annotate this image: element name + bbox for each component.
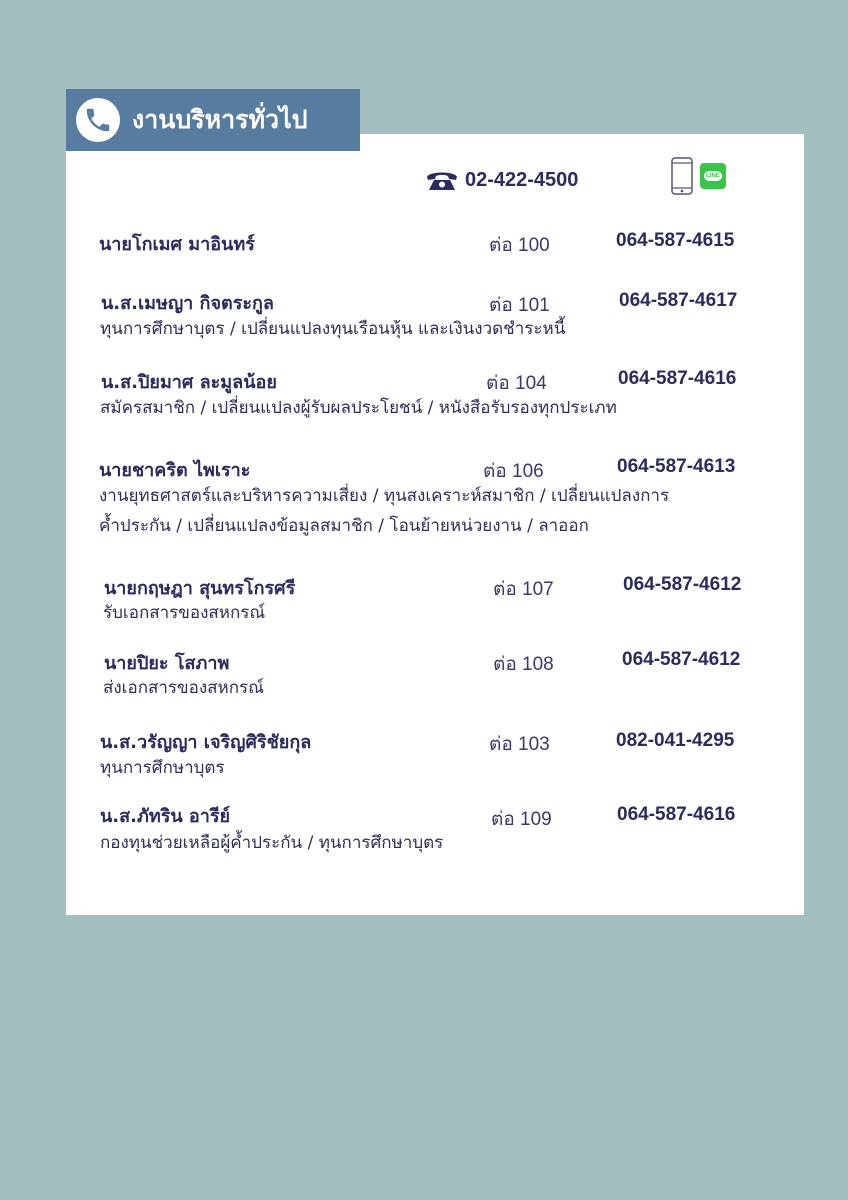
staff-name: น.ส.วรัญญา เจริญศิริชัยกุล xyxy=(100,732,312,753)
staff-extension: ต่อ 104 xyxy=(486,373,547,394)
staff-duties: ค้ำประกัน / เปลี่ยนแปลงข้อมูลสมาชิก / โอนย้ายหน่วยงาน / ลาออก xyxy=(99,516,589,536)
staff-name: น.ส.ปิยมาศ ละมูลน้อย xyxy=(101,372,277,393)
telephone-icon xyxy=(425,168,459,192)
staff-mobile[interactable]: 064-587-4617 xyxy=(619,290,738,311)
line-app-icon[interactable] xyxy=(700,163,726,189)
staff-mobile[interactable]: 064-587-4612 xyxy=(622,649,741,670)
staff-mobile[interactable]: 064-587-4616 xyxy=(618,368,737,389)
line-label: LINE xyxy=(706,173,720,179)
phone-icon xyxy=(76,98,120,142)
staff-duties: ส่งเอกสารของสหกรณ์ xyxy=(103,678,264,698)
staff-duties: ทุนการศึกษาบุตร xyxy=(100,758,225,778)
staff-name: น.ส.ภัทริน อารีย์ xyxy=(100,806,231,827)
staff-duties: งานยุทธศาสตร์และบริหารความเสี่ยง / ทุนสงเคราะห์สมาชิก / เปลี่ยนแปลงการ xyxy=(99,486,670,506)
staff-extension: ต่อ 103 xyxy=(489,734,550,755)
main-phone[interactable] xyxy=(425,168,578,192)
mobile-phone-icon xyxy=(670,157,694,195)
staff-mobile[interactable]: 064-587-4612 xyxy=(623,574,742,595)
staff-duties: สมัครสมาชิก / เปลี่ยนแปลงผู้รับผลประโยชน์ / หนังสือรับรองทุกประเภท xyxy=(100,398,617,418)
staff-name: น.ส.เมษญา กิจตระกูล xyxy=(101,293,274,314)
staff-mobile[interactable]: 064-587-4615 xyxy=(616,230,735,251)
staff-mobile[interactable]: 064-587-4616 xyxy=(617,804,736,825)
staff-duties: กองทุนช่วยเหลือผู้ค้ำประกัน / ทุนการศึกษาบุตร xyxy=(100,833,444,853)
staff-duties: ทุนการศึกษาบุตร / เปลี่ยนแปลงทุนเรือนหุ้น และเงินงวดชำระหนี้ xyxy=(100,319,566,339)
staff-extension: ต่อ 108 xyxy=(493,654,554,675)
staff-name: นายกฤษฎา สุนทรโกรศรี xyxy=(104,578,296,599)
staff-mobile[interactable]: 064-587-4613 xyxy=(617,456,736,477)
staff-name: นายปิยะ โสภาพ xyxy=(104,653,230,674)
staff-extension: ต่อ 107 xyxy=(493,579,554,600)
staff-duties: รับเอกสารของสหกรณ์ xyxy=(103,603,266,623)
main-phone-number: 02-422-4500 xyxy=(465,168,579,191)
staff-name: นายชาคริต ไพเราะ xyxy=(99,460,251,481)
staff-name: นายโกเมศ มาอินทร์ xyxy=(99,234,255,255)
staff-extension: ต่อ 109 xyxy=(491,809,552,830)
section-header xyxy=(66,89,360,151)
page-title: งานบริหารทั่วไป xyxy=(132,105,308,134)
staff-extension: ต่อ 106 xyxy=(483,461,544,482)
staff-extension: ต่อ 100 xyxy=(489,235,550,256)
staff-mobile[interactable]: 082-041-4295 xyxy=(616,730,735,751)
staff-extension: ต่อ 101 xyxy=(489,295,550,316)
